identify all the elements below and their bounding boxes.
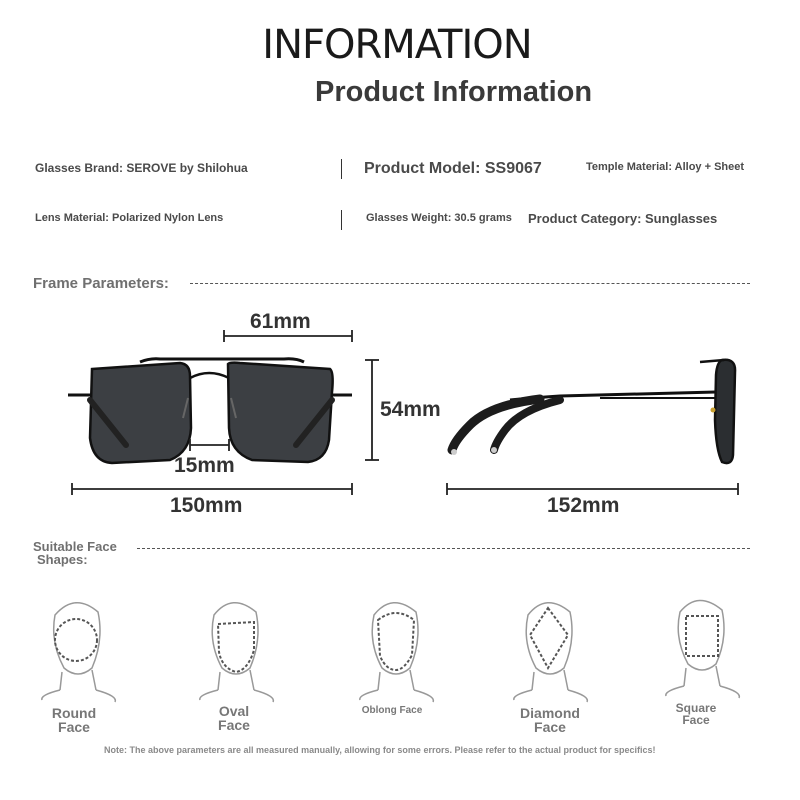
spec-weight: Glasses Weight: 30.5 grams — [366, 212, 512, 224]
faces-section-label-1: Suitable Face — [33, 539, 117, 554]
page-subtitle: Product Information — [315, 76, 593, 108]
face-label-round: Round Face — [51, 705, 97, 735]
spec-temple: Temple Material: Alloy + Sheet — [586, 161, 745, 173]
page-title: INFORMATION — [262, 22, 532, 68]
lens-width-label: 61mm — [250, 310, 311, 333]
frame-width-label: 150mm — [170, 494, 243, 517]
face-label-oblong: Oblong Face — [361, 705, 423, 716]
face-label-oval: Oval Face — [218, 703, 250, 733]
spec-model: Product Model: SS9067 — [364, 160, 542, 177]
faces-section-label-2: Shapes: — [37, 552, 88, 567]
spec-brand: Glasses Brand: SEROVE by Shilohua — [35, 161, 248, 175]
face-label-square: Square Face — [675, 701, 717, 727]
face-label-diamond: Diamond Face — [520, 705, 580, 735]
footnote: Note: The above parameters are all measured manually, allowing for some errors. Please refer to the actual product for specifics! — [104, 745, 656, 755]
spec-category: Product Category: Sunglasses — [528, 211, 718, 226]
temple-length-label: 152mm — [547, 494, 620, 517]
bridge-label: 15mm — [174, 454, 235, 477]
lens-height-label: 54mm — [380, 398, 441, 421]
spec-lens: Lens Material: Polarized Nylon Lens — [35, 212, 224, 224]
frame-section-label: Frame Parameters: — [33, 275, 169, 292]
